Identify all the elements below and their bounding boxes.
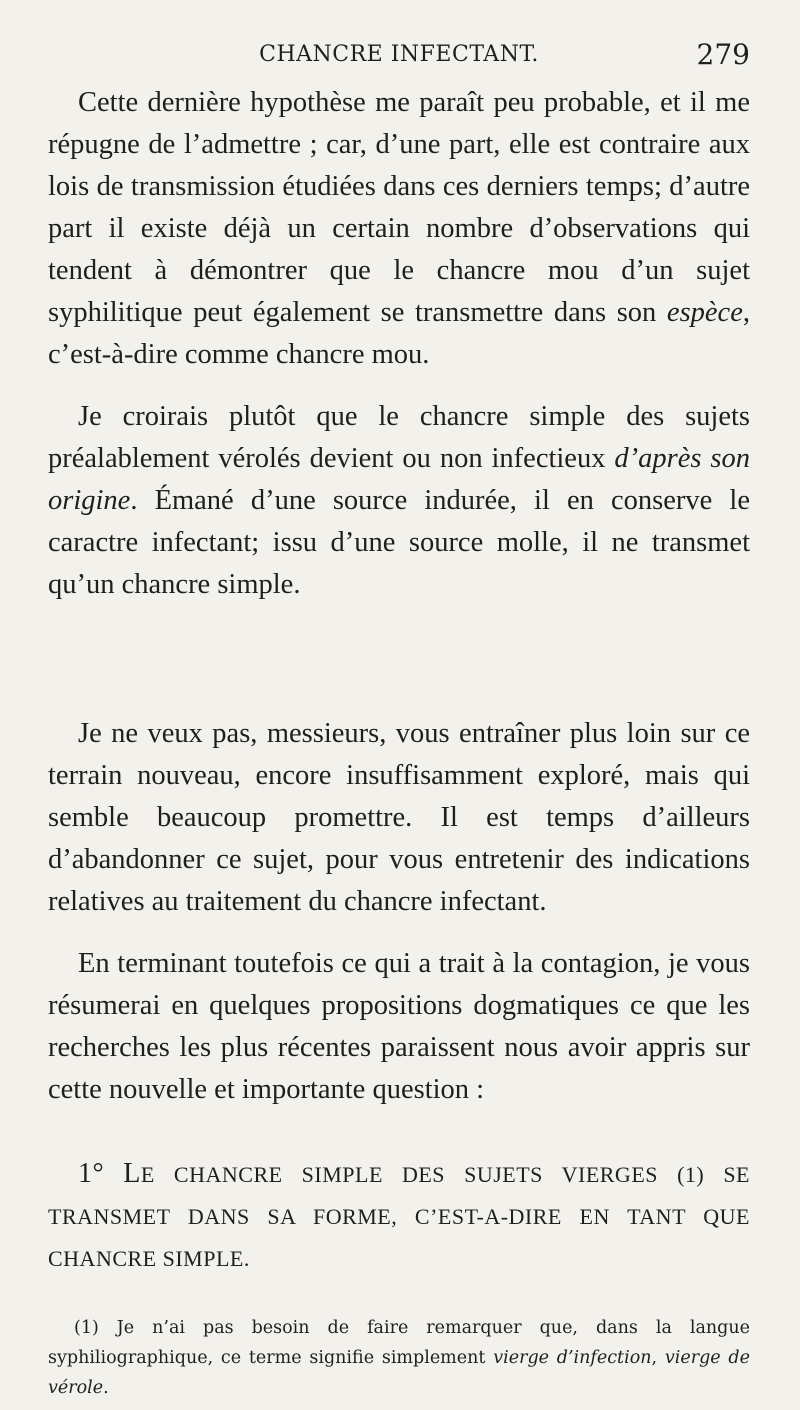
- paragraph-1-text: Cette dernière hypothèse me paraît peu probable, et il me répugne de l’admettre ; car, d’une part, elle est contraire aux lois de transmission étudiées dans ces derniers temps; d’autre part il existe déjà un certain nombre d’observations qui tendent à démontrer que le chancre mou d’un sujet syphilitique peut également se transmettre dans son: [48, 87, 750, 328]
- paragraph-1: [48, 82, 750, 376]
- paragraph-2-text-end: . Émané d’une source indurée, il en conserve le caractre infectant; issu d’une source molle, il ne transmet qu’un chancre simple.: [48, 485, 750, 600]
- footnote: [48, 1313, 750, 1403]
- paragraph-1-italic: espèce: [666, 297, 743, 328]
- paragraph-2-text: Je croirais plutôt que le chancre simple des sujets préalablement vérolés devient ou non infectieux: [48, 401, 750, 474]
- page-header: [48, 38, 750, 78]
- body-text: [48, 82, 750, 1280]
- proposition-1: [48, 1153, 750, 1280]
- footnote-text: Je n’ai pas besoin de faire remarquer que, dans la langue syphiliographique, ce terme signifie simplement: [48, 1318, 750, 1368]
- paragraph-2-italic: d’après son origine: [48, 443, 750, 516]
- paragraph-4: En terminant toutefois ce qui a trait à la contagion, je vous résumerai en quelques propositions dogmatiques ce que les recherches les plus récentes paraissent nous avoir appris sur cette nouvelle et importante question :: [48, 948, 750, 1105]
- footnote-italic-2: vierge de vérole: [48, 1348, 750, 1398]
- footnote-marker: (1): [74, 1318, 99, 1338]
- paragraph-2: [48, 396, 750, 606]
- page-number: 279: [696, 38, 750, 71]
- proposition-lead-letter: L: [123, 1158, 141, 1189]
- footnote-end: .: [103, 1378, 109, 1398]
- paragraph-1-text-end: , c’est-à-dire comme chancre mou.: [48, 297, 750, 370]
- proposition-text: E CHANCRE SIMPLE DES SUJETS VIERGES (1) SE TRANSMET DANS SA FORME, C’EST-A-DIRE EN TANT QUE CHANCRE SIMPLE.: [48, 1162, 750, 1271]
- paragraph-3: Je ne veux pas, messieurs, vous entraîner plus loin sur ce terrain nouveau, encore insuffisamment exploré, mais qui semble beaucoup promettre. Il est temps d’ailleurs d’abandonner ce sujet, pour vous entretenir des indications relatives au traitement du chancre infectant.: [48, 718, 750, 917]
- running-title: CHANCRE INFECTANT.: [259, 42, 539, 67]
- footnote-separator: ,: [651, 1348, 665, 1368]
- footnote-italic-1: vierge d’infection: [493, 1348, 652, 1368]
- proposition-number: 1°: [78, 1158, 105, 1189]
